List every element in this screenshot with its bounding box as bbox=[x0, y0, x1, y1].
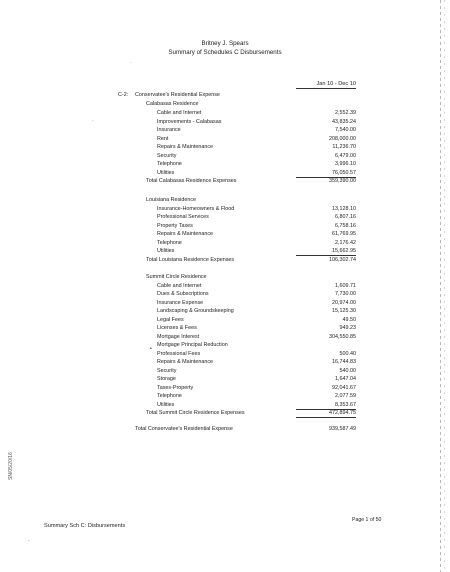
line-item-label: Rent bbox=[157, 135, 169, 142]
footer-label: Summary Sch C: Disbursements bbox=[44, 523, 126, 529]
section-total-label: Total Calabasas Residence Expenses bbox=[146, 178, 237, 184]
line-item-amount: 13,128.10 bbox=[332, 205, 356, 212]
line-item-label: Legal Fees bbox=[157, 316, 184, 323]
line-item-label: Property Taxes bbox=[157, 222, 193, 229]
grand-total-amount: 939,587.49 bbox=[329, 426, 356, 432]
line-item-label: Repairs & Maintenance bbox=[157, 231, 214, 237]
section-total-label: Total Summit Circle Residence Expenses bbox=[146, 410, 245, 416]
page-number: Page 1 of 50 bbox=[352, 517, 382, 523]
schedule-title: Conservatee's Residential Expense bbox=[135, 92, 220, 98]
line-item-amount: 8,353.67 bbox=[296, 402, 356, 410]
section-total-amount: 106,302.74 bbox=[329, 256, 356, 263]
line-item-amount: 7,730.00 bbox=[335, 291, 356, 297]
section-name-summit-circle: Summit Circle Residence bbox=[146, 274, 207, 280]
line-item-label: Mortgage Interest bbox=[157, 333, 200, 340]
line-item-label: Insurance bbox=[157, 127, 181, 133]
line-item-label: Dues & Subscriptions bbox=[157, 291, 209, 297]
line-item-amount: 16,744.83 bbox=[332, 359, 356, 365]
side-stamp: SN/05/20/16 bbox=[8, 452, 14, 480]
line-item-amount: 11,236.70 bbox=[332, 144, 356, 150]
line-item-label: Professional Fees bbox=[157, 350, 201, 357]
section-total-amount: 472,894.75 bbox=[296, 410, 356, 418]
line-item-amount: 6,479.00 bbox=[335, 152, 356, 159]
line-item-label: Insurance Expense bbox=[157, 299, 204, 306]
line-item-amount: 949.23 bbox=[339, 325, 356, 331]
scan-edge-line-secondary bbox=[444, 0, 445, 572]
line-item-amount: 1,647.04 bbox=[335, 376, 356, 382]
document-title: Summary of Schedules C Disbursements bbox=[168, 49, 282, 56]
line-item-amount: 304,550.85 bbox=[329, 333, 356, 340]
line-item-label: Utilities bbox=[157, 401, 175, 408]
line-item-label: Storage bbox=[157, 376, 176, 382]
line-item-amount: 2,176.42 bbox=[335, 239, 356, 246]
line-item-label: Utilities bbox=[157, 248, 175, 254]
line-item-amount: 3,996.10 bbox=[335, 161, 356, 167]
line-item-label: Telephone bbox=[157, 239, 182, 246]
line-item-label: Cable and Internet bbox=[157, 282, 202, 289]
bullet-mark: • bbox=[150, 346, 152, 352]
line-item-amount: 1,609.71 bbox=[335, 282, 356, 289]
scan-speck: - bbox=[28, 538, 30, 544]
line-item-amount: 43,835.24 bbox=[332, 118, 356, 125]
line-item-amount: 500.40 bbox=[339, 350, 356, 357]
section-name-calabasas: Calabasas Residence bbox=[146, 101, 199, 107]
schedule-code: C-2: bbox=[118, 92, 129, 98]
line-item-label: Repairs & Maintenance bbox=[157, 144, 214, 150]
document-name: Britney J. Spears bbox=[201, 40, 249, 47]
line-item-label: Mortgage Principal Reduction bbox=[157, 342, 228, 348]
line-item-amount: 92,041.67 bbox=[332, 384, 356, 391]
column-header-period: Jan 10 - Dec 10 bbox=[296, 81, 356, 89]
line-item-label: Improvements - Calabasas bbox=[157, 118, 222, 125]
line-item-label: Utilities bbox=[157, 169, 175, 176]
line-item-label: Telephone bbox=[157, 393, 182, 399]
line-item-amount: 540.00 bbox=[339, 367, 356, 374]
line-item-label: Insurance-Homeowners & Flood bbox=[157, 205, 235, 212]
line-item-label: Security bbox=[157, 152, 177, 159]
line-item-amount: 15,125.30 bbox=[332, 308, 356, 314]
line-item-amount: 6,807.16 bbox=[335, 214, 356, 220]
scan-speck: · bbox=[130, 60, 132, 66]
line-item-label: Licenses & Fees bbox=[157, 325, 197, 331]
line-item-amount: 2,552.39 bbox=[335, 110, 356, 116]
scan-edge-line bbox=[440, 0, 441, 572]
line-item-label: Cable and Internet bbox=[157, 110, 202, 116]
section-total-label: Total Louisiana Residence Expenses bbox=[146, 256, 235, 263]
line-item-label: Security bbox=[157, 367, 177, 374]
section-name-louisiana: Louisiana Residence bbox=[146, 197, 197, 203]
line-item-label: Repairs & Maintenance bbox=[157, 359, 214, 365]
line-item-amount: 7,540.00 bbox=[335, 127, 356, 133]
line-item-amount: 20,974.00 bbox=[332, 299, 356, 306]
scan-speck: · bbox=[92, 118, 94, 124]
line-item-label: Taxes-Property bbox=[157, 384, 194, 391]
line-item-amount: 6,758.16 bbox=[335, 222, 356, 229]
line-item-label: Professional Services bbox=[157, 214, 209, 220]
section-total-amount: 359,390.00 bbox=[329, 178, 356, 184]
line-item-amount: 15,662.95 bbox=[296, 248, 356, 256]
line-item-amount: 2,077.59 bbox=[335, 393, 356, 399]
line-item-amount: 208,000.00 bbox=[329, 135, 356, 142]
line-item-label: Landscaping & Groundskeeping bbox=[157, 308, 234, 314]
line-item-label: Telephone bbox=[157, 161, 182, 167]
line-item-amount: 76,050.57 bbox=[296, 170, 356, 178]
line-item-amount: 61,769.95 bbox=[332, 231, 356, 237]
grand-total-label: Total Conservatee's Residential Expense bbox=[135, 426, 233, 432]
line-item-amount: 49.50 bbox=[342, 316, 356, 323]
